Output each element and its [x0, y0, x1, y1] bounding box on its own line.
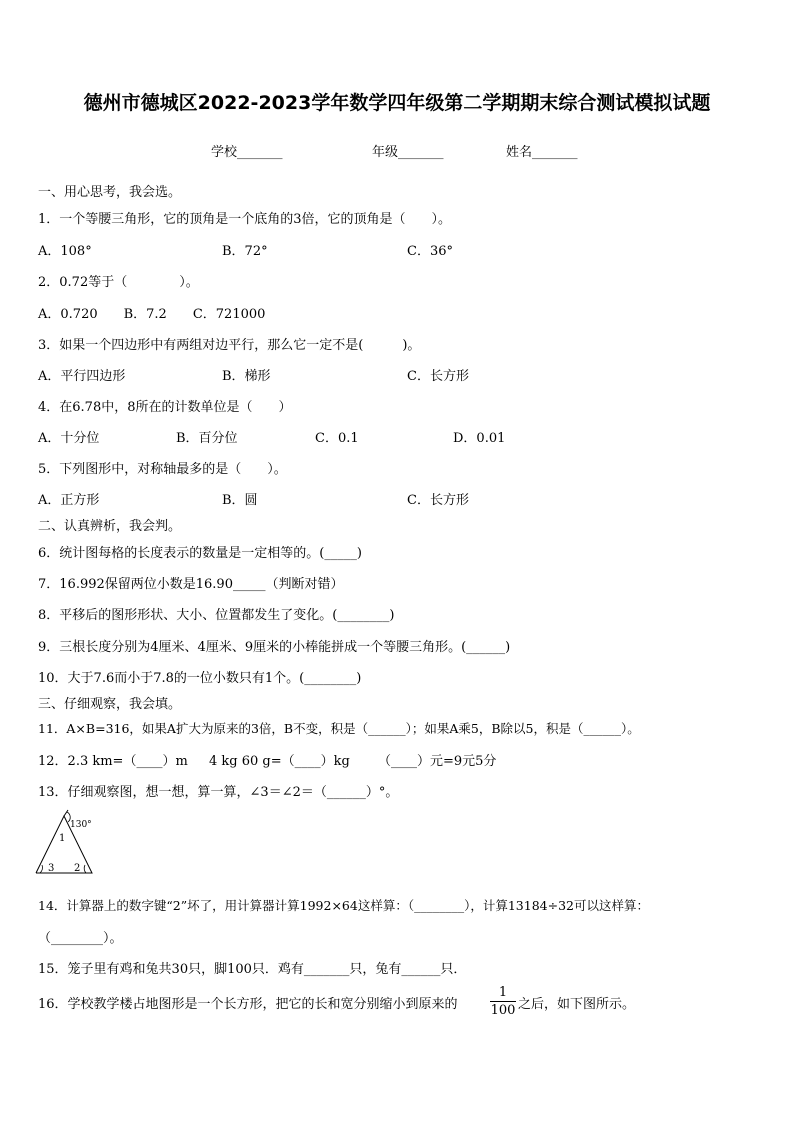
question-14-line-2: （________）。	[38, 931, 123, 946]
q5-option-a: A．正方形	[38, 493, 100, 508]
q1-option-a: A．108°	[38, 244, 92, 259]
question-12-part-b: 4 kg 60 g=（____）kg	[209, 754, 350, 769]
question-13: 13．仔细观察图，想一想，算一算，∠3＝∠2＝（______）°。	[38, 785, 399, 800]
q1-option-c: C．36°	[407, 244, 453, 259]
question-3: 3．如果一个四边形中有两组对边平行，那么它一定不是( )。	[38, 338, 421, 353]
section-1-heading: 一、用心思考，我会选。	[38, 185, 182, 200]
q5-option-b: B．圆	[222, 493, 258, 508]
q3-option-a: A．平行四边形	[38, 369, 126, 384]
question-15: 15．笼子里有鸡和兔共30只，脚100只．鸡有_______只，兔有______只．	[38, 962, 467, 977]
question-12-part-c: （____）元=9元5分	[378, 754, 497, 769]
question-16-text: 16．学校教学楼占地图形是一个长方形，把它的长和宽分别缩小到原来的	[38, 997, 458, 1012]
q4-option-a: A．十分位	[38, 431, 100, 446]
angle-1-label: 1	[59, 833, 66, 844]
q4-option-c: C．0.1	[315, 431, 359, 446]
question-1: 1．一个等腰三角形，它的顶角是一个底角的3倍，它的顶角是（ ）。	[38, 212, 452, 227]
section-2-heading: 二、认真辨析，我会判。	[38, 519, 182, 534]
section-3-heading: 三、仔细观察，我会填。	[38, 697, 182, 712]
question-9: 9．三根长度分别为4厘米、4厘米、9厘米的小棒能拼成一个等腰三角形。(______)	[38, 640, 511, 655]
question-14-line-1: 14．计算器上的数字键“2”坏了，用计算器计算1992×64这样算：（________），计算13184÷32可以这样算：	[38, 898, 649, 913]
angle-2-label: 2	[74, 863, 81, 874]
extension-line	[64, 810, 68, 816]
name-field: 姓名_______	[506, 145, 578, 160]
question-5: 5．下列图形中，对称轴最多的是（ ）。	[38, 462, 287, 477]
angle-130-label: 130°	[70, 820, 92, 830]
question-11: 11．A×B=316，如果A扩大为原来的3倍，B不变，积是（______）；如果A乘5，B除以5，积是（______）。	[38, 721, 640, 736]
angle-3-label: 3	[48, 863, 55, 874]
q3-option-c: C．长方形	[407, 369, 469, 384]
question-2: 2．0.72等于（ ）。	[38, 275, 199, 290]
angle-arc-3	[40, 865, 43, 873]
fraction-one-hundredth	[490, 984, 516, 1019]
page-title: 德州市德城区2022-2023学年数学四年级第二学期期末综合测试模拟试题	[83, 92, 711, 114]
fraction-numerator: 1	[490, 984, 516, 1002]
school-field: 学校_______	[211, 145, 283, 160]
question-10: 10．大于7.6而小于7.8的一位小数只有1个。(________)	[38, 671, 362, 686]
q4-option-b: B．百分位	[176, 431, 238, 446]
q5-option-c: C．长方形	[407, 493, 469, 508]
question-12-part-a: 12．2.3 km=（____）m	[38, 754, 188, 769]
question-7: 7．16.992保留两位小数是16.90_____（判断对错）	[38, 577, 344, 592]
q2-options: A．0.720 B．7.2 C．721000	[38, 307, 266, 322]
fraction-denominator: 100	[490, 1003, 516, 1018]
question-8: 8．平移后的图形形状、大小、位置都发生了变化。(________)	[38, 608, 395, 623]
q4-option-d: D．0.01	[453, 431, 506, 446]
grade-field: 年级_______	[372, 145, 444, 160]
question-16-text-after: 之后，如下图所示。	[518, 997, 636, 1012]
q1-option-b: B．72°	[222, 244, 268, 259]
triangle-figure	[34, 808, 104, 878]
q3-option-b: B．梯形	[222, 369, 271, 384]
question-4: 4．在6.78中，8所在的计数单位是（ ）	[38, 400, 292, 415]
angle-arc-2	[84, 865, 86, 873]
question-6: 6．统计图每格的长度表示的数量是一定相等的。(_____)	[38, 546, 362, 561]
